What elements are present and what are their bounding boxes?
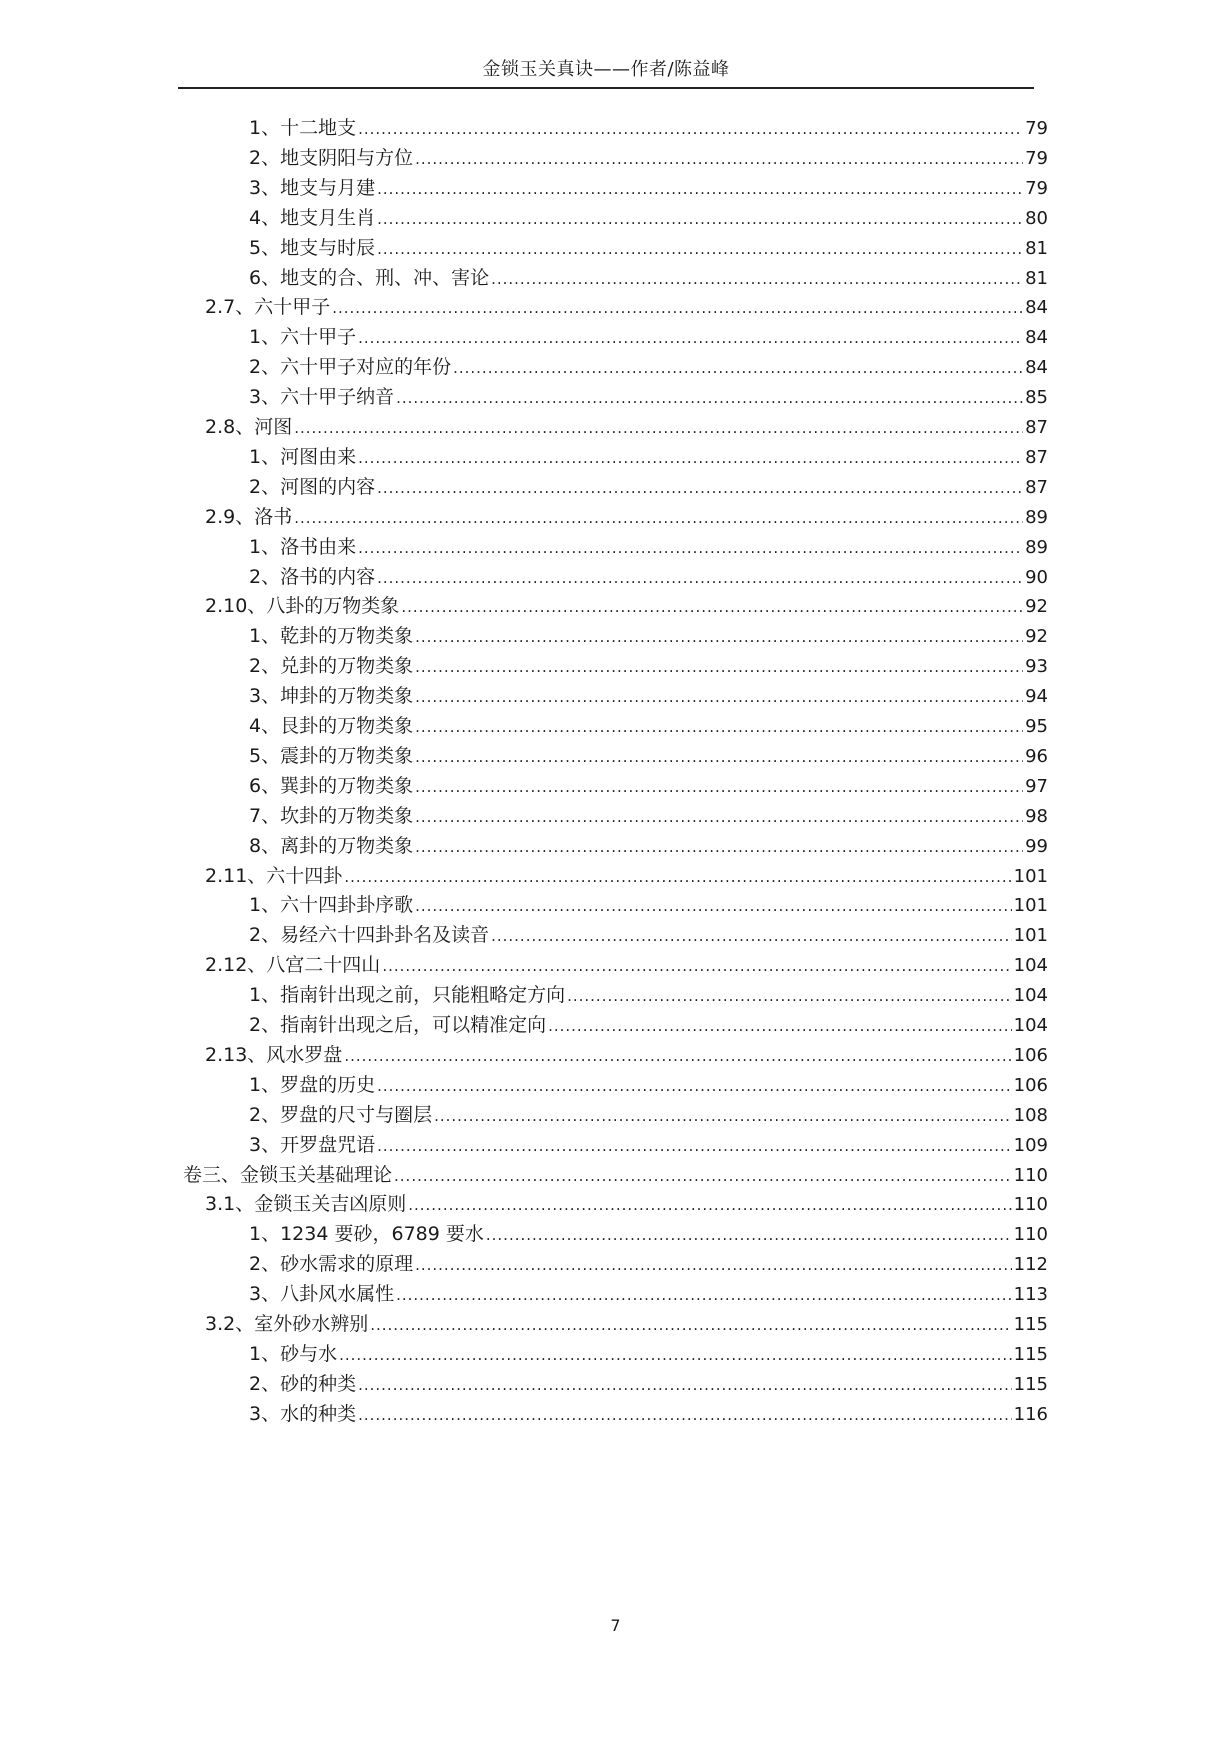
toc-entry-page: 93 (1025, 656, 1048, 678)
toc-entry-page: 81 (1025, 237, 1048, 259)
toc-entry-page: 79 (1025, 147, 1048, 169)
toc-entry[interactable] (249, 232, 1048, 265)
toc-entry-label: 1、洛书由来 (249, 535, 357, 558)
toc-entry[interactable] (249, 710, 1048, 743)
toc-entry-label: 2.11、六十四卦 (205, 864, 343, 887)
toc-entry-label: 2、砂的种类 (249, 1372, 357, 1395)
toc-entry[interactable] (249, 112, 1048, 145)
toc-entry[interactable] (249, 561, 1048, 594)
toc-entry[interactable] (249, 441, 1048, 474)
toc-entry-page: 101 (1013, 865, 1048, 887)
toc-entry-page: 101 (1013, 895, 1048, 917)
toc-entry[interactable] (249, 800, 1048, 833)
toc-entry-page: 81 (1025, 267, 1048, 289)
toc-entry-page: 79 (1025, 118, 1048, 139)
toc-entry-page: 84 (1025, 327, 1048, 349)
toc-entry-page: 116 (1013, 1403, 1048, 1425)
toc-entry[interactable] (249, 1099, 1048, 1132)
toc-entry-label: 2、砂水需求的原理 (249, 1253, 414, 1276)
toc-entry-label: 1、罗盘的历史 (249, 1073, 376, 1096)
toc-entry-page: 110 (1013, 1164, 1048, 1186)
toc-entry[interactable] (249, 680, 1048, 713)
toc-entry[interactable] (205, 1039, 1048, 1072)
toc-entry-page: 90 (1025, 566, 1048, 588)
toc-entry[interactable] (205, 590, 1048, 623)
toc-entry-page: 92 (1025, 596, 1048, 618)
toc-entry-label: 2、罗盘的尺寸与圈层 (249, 1103, 433, 1126)
toc-entry[interactable] (183, 1159, 1048, 1192)
toc-entry[interactable] (249, 1398, 1048, 1431)
toc-entry[interactable] (249, 830, 1048, 863)
toc-entry-label: 6、巽卦的万物类象 (249, 774, 414, 797)
page-number: 7 (610, 1616, 621, 1635)
toc-entry[interactable] (249, 770, 1048, 803)
toc-entry[interactable] (249, 172, 1048, 205)
toc-entry[interactable] (249, 889, 1048, 922)
toc-entry-label: 8、离卦的万物类象 (249, 834, 414, 857)
toc-entry[interactable] (249, 1278, 1048, 1311)
toc-entry-label: 2.13、风水罗盘 (205, 1043, 343, 1066)
toc-entry[interactable] (249, 381, 1048, 414)
toc-entry-label: 2、易经六十四卦卦名及读音 (249, 924, 490, 947)
toc-entry[interactable] (249, 919, 1048, 952)
toc-entry-page: 84 (1025, 297, 1048, 319)
toc-entry-page: 89 (1025, 536, 1048, 558)
toc-entry-page: 99 (1025, 835, 1048, 857)
toc-entry-label: 5、震卦的万物类象 (249, 744, 414, 767)
toc-entry[interactable] (205, 949, 1048, 982)
toc-entry-label: 5、地支与时辰 (249, 236, 376, 259)
toc-entry[interactable] (249, 1069, 1048, 1102)
toc-entry-page: 98 (1025, 805, 1048, 827)
toc-entry[interactable] (205, 501, 1048, 534)
toc-entry-label: 1、乾卦的万物类象 (249, 625, 414, 648)
toc-entry-page: 112 (1013, 1254, 1048, 1276)
toc-entry[interactable] (249, 1218, 1048, 1251)
toc-entry-label: 2、兑卦的万物类象 (249, 655, 414, 678)
toc-entry-page: 87 (1025, 417, 1048, 438)
toc-entry-label: 2、地支阴阳与方位 (249, 146, 414, 169)
toc-entry-label: 1、指南针出现之前，只能粗略定方向 (249, 984, 566, 1007)
toc-entry-label: 3.1、金锁玉关吉凶原则 (205, 1193, 407, 1216)
toc-entry-label: 3.2、室外砂水辨别 (205, 1313, 369, 1335)
toc-entry-label: 2.10、八卦的万物类象 (205, 595, 400, 618)
toc-entry-page: 87 (1025, 446, 1048, 468)
toc-entry[interactable] (249, 1129, 1048, 1162)
toc-entry-label: 4、艮卦的万物类象 (249, 715, 414, 737)
toc-entry-label: 3、开罗盘咒语 (249, 1133, 376, 1156)
toc-entry[interactable] (249, 1248, 1048, 1281)
toc-entry-label: 3、坤卦的万物类象 (249, 685, 414, 708)
toc-entry[interactable] (249, 1338, 1048, 1371)
toc-dot-leader (358, 1399, 1012, 1432)
toc-entry-label: 2.9、洛书 (205, 505, 293, 528)
toc-entry-page: 104 (1013, 955, 1048, 977)
toc-entry-page: 113 (1013, 1284, 1048, 1306)
toc-entry-page: 89 (1025, 506, 1048, 528)
toc-entry-label: 7、坎卦的万物类象 (249, 804, 414, 827)
toc-entry-label: 2.8、河图 (205, 416, 293, 438)
toc-entry-label: 6、地支的合、刑、冲、害论 (249, 266, 490, 289)
toc-entry[interactable] (249, 321, 1048, 354)
toc-entry-label: 3、水的种类 (249, 1402, 357, 1425)
toc-entry-page: 115 (1013, 1373, 1048, 1395)
toc-entry-label: 1、1234 要砂，6789 要水 (249, 1223, 484, 1246)
toc-entry-label: 1、六十甲子 (249, 326, 357, 349)
toc-entry-label: 1、十二地支 (249, 117, 357, 139)
toc-entry-page: 79 (1025, 177, 1048, 199)
toc-entry[interactable] (249, 471, 1048, 504)
toc-entry-label: 3、地支与月建 (249, 176, 376, 199)
toc-entry-page: 104 (1013, 985, 1048, 1007)
toc-entry[interactable] (249, 1368, 1048, 1401)
toc-entry-page: 94 (1025, 686, 1048, 708)
toc-entry-label: 1、六十四卦卦序歌 (249, 894, 414, 917)
toc-entry-label: 3、六十甲子纳音 (249, 386, 395, 409)
toc-entry-page: 110 (1013, 1224, 1048, 1246)
toc-entry-page: 84 (1025, 357, 1048, 379)
toc-entry-page: 108 (1013, 1104, 1048, 1126)
toc-entry-label: 2、河图的内容 (249, 475, 376, 498)
toc-entry-page: 87 (1025, 476, 1048, 498)
toc-entry-label: 2.7、六十甲子 (205, 296, 331, 319)
toc-entry[interactable] (249, 351, 1048, 384)
toc-entry[interactable] (249, 202, 1048, 235)
toc-entry-page: 101 (1013, 925, 1048, 947)
toc-entry[interactable] (249, 620, 1048, 653)
toc-entry-page: 97 (1025, 775, 1048, 797)
toc-entry-label: 卷三、金锁玉关基础理论 (183, 1163, 393, 1186)
toc-entry[interactable] (249, 1009, 1048, 1042)
toc-entry-page: 110 (1013, 1194, 1048, 1216)
toc-entry-label: 1、河图由来 (249, 445, 357, 468)
toc-entry-label: 2、洛书的内容 (249, 565, 376, 588)
toc-entry[interactable] (249, 262, 1048, 295)
toc-entry[interactable] (205, 1308, 1048, 1341)
toc-entry-page: 96 (1025, 745, 1048, 767)
toc-entry-page: 115 (1013, 1314, 1048, 1335)
toc-entry[interactable] (205, 291, 1048, 324)
toc-entry-label: 4、地支月生肖 (249, 206, 376, 229)
toc-entry[interactable] (249, 142, 1048, 175)
toc-entry-page: 104 (1013, 1015, 1048, 1036)
toc-entry-label: 2、六十甲子对应的年份 (249, 356, 452, 379)
toc-entry-label: 1、砂与水 (249, 1342, 338, 1365)
toc-entry-label: 2.12、八宫二十四山 (205, 954, 381, 977)
toc-entry-page: 106 (1013, 1044, 1048, 1066)
toc-entry[interactable] (205, 860, 1048, 893)
toc-entry-page: 109 (1013, 1134, 1048, 1156)
toc-entry[interactable] (249, 650, 1048, 683)
toc-entry-label: 2、指南针出现之后，可以精准定向 (249, 1014, 547, 1036)
toc-entry[interactable] (205, 411, 1048, 444)
header-rule (178, 87, 1034, 89)
toc-entry-page: 95 (1025, 716, 1048, 737)
toc-entry-page: 92 (1025, 626, 1048, 648)
toc-entry-page: 85 (1025, 387, 1048, 409)
toc-entry[interactable] (249, 531, 1048, 564)
toc-entry[interactable] (249, 740, 1048, 773)
toc-entry[interactable] (205, 1188, 1048, 1221)
toc-entry-page: 106 (1013, 1074, 1048, 1096)
toc-entry-page: 115 (1013, 1343, 1048, 1365)
page-header-title: 金锁玉关真诀——作者/陈益峰 (482, 59, 730, 80)
toc-entry[interactable] (249, 979, 1048, 1012)
toc-entry-label: 3、八卦风水属性 (249, 1283, 395, 1306)
toc-entry-page: 80 (1025, 207, 1048, 229)
